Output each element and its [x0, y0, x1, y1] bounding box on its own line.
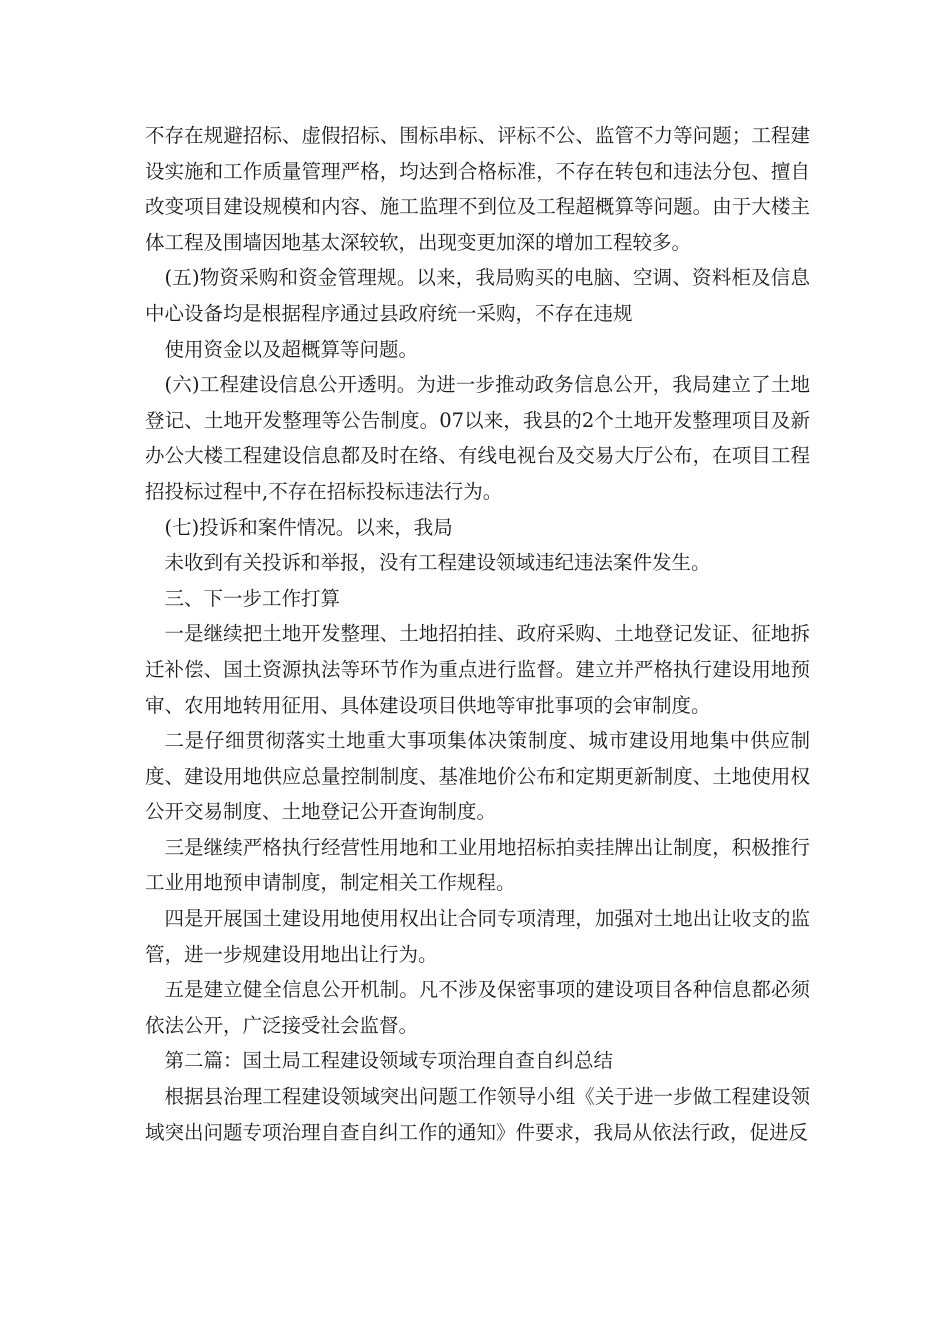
paragraph-6: 未收到有关投诉和举报，没有工程建设领域违纪违法案件发生。 — [164, 551, 711, 575]
paragraph-3: 使用资金以及超概算等问题。 — [164, 337, 419, 361]
paragraph-item-2: 二是仔细贯彻落实土地重大事项集体决策制度、城市建设用地集中供应制度、建设用地供应总量控制制度、基准地价公布和定期更新制度、土地使用权公开交易制度、土地登记公开查询制度。 — [145, 729, 810, 824]
paragraph-item-4: 四是开展国土建设用地使用权出让合同专项清理，加强对土地出让收支的监管，进一步规建设用地出让行为。 — [145, 907, 810, 966]
document-body — [145, 118, 810, 1150]
paragraph-section-5: (五)物资采购和资金管理规。以来，我局购买的电脑、空调、资料柜及信息中心设备均是根据程序通过县政府统一采购，不存在违规 — [145, 266, 810, 325]
section-heading-next-steps: 三、下一步工作打算 — [164, 586, 341, 610]
chapter-heading-part-two: 第二篇：国土局工程建设领域专项治理自查自纠总结 — [164, 1049, 614, 1073]
paragraph-section-6: (六)工程建设信息公开透明。为进一步推动政务信息公开，我局建立了土地登记、土地开发整理等公告制度。07以来，我县的2个土地开发整理项目及新办公大楼工程建设信息都及时在络、有线电视台及交易大厅公布，在项目工程招投标过程中,不存在招标投标违法行为。 — [145, 373, 810, 503]
paragraph-item-1: 一是继续把土地开发整理、土地招拍挂、政府采购、土地登记发证、征地拆迁补偿、国土资源执法等环节作为重点进行监督。建立并严格执行建设用地预审、农用地转用征用、具体建设项目供地等审批事项的会审制度。 — [145, 622, 810, 717]
paragraph-14: 根据县治理工程建设领域突出问题工作领导小组《关于进一步做工程建设领域突出问题专项治理自查自纠工作的通知》件要求，我局从依法行政，促进反 — [145, 1085, 810, 1144]
paragraph-item-5: 五是建立健全信息公开机制。凡不涉及保密事项的建设项目各种信息都必须依法公开，广泛接受社会监督。 — [145, 978, 810, 1037]
paragraph-section-7: (七)投诉和案件情况。以来，我局 — [164, 515, 453, 539]
paragraph-item-3: 三是继续严格执行经营性用地和工业用地招标拍卖挂牌出让制度，积极推行工业用地预申请制度，制定相关工作规程。 — [145, 835, 810, 895]
paragraph-1: 不存在规避招标、虚假招标、围标串标、评标不公、监管不力等问题；工程建设实施和工作质量管理严格，均达到合格标准，不存在转包和违法分包、擅自改变项目建设规模和内容、施工监理不到位及工程超概算等问题。由于大楼主体工程及围墙因地基太深较软，出现变更加深的增加工程较多。 — [145, 124, 810, 254]
